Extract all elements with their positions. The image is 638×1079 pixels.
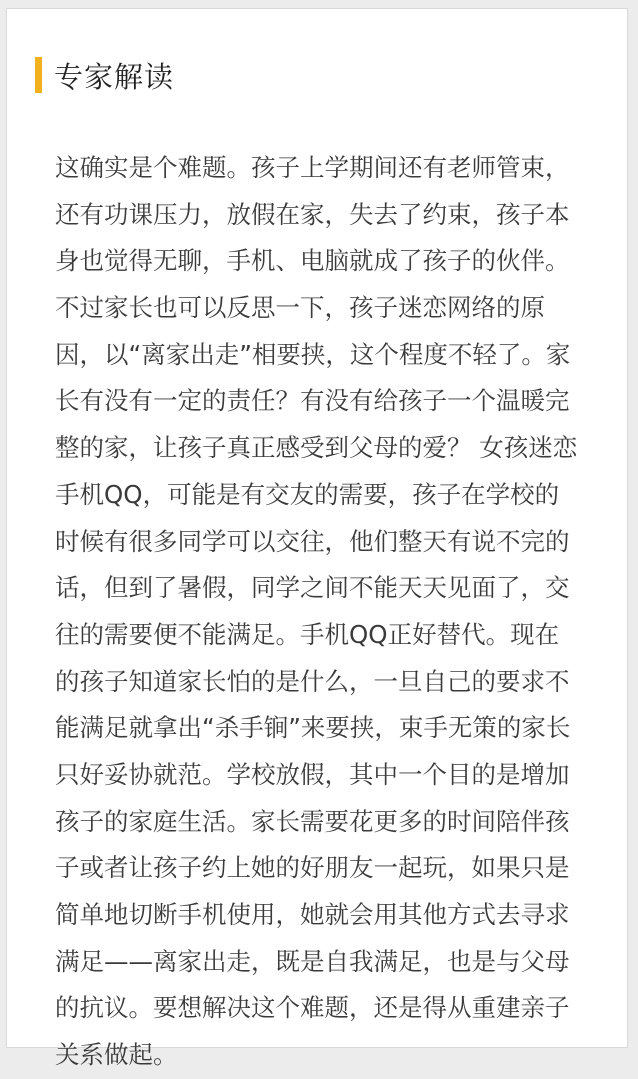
article-body xyxy=(55,145,595,1079)
article-line: 长有没有一定的责任？有没有给孩子一个温暖完 xyxy=(55,386,570,416)
article-line: 整的家，让孩子真正感受到父母的爱？ 女孩迷恋 xyxy=(55,433,578,463)
article-line: 因，以“离家出走”相要挟，这个程度不轻了。家 xyxy=(55,339,571,369)
article-line: 手机QQ，可能是有交友的需要，孩子在学校的 xyxy=(55,479,560,509)
article-line: 时候有很多同学可以交往，他们整天有说不完的 xyxy=(55,526,570,556)
article-line: 的抗议。要想解决这个难题，还是得从重建亲子 xyxy=(55,993,570,1023)
article-line: 满足——离家出走，既是自我满足，也是与父母 xyxy=(55,946,570,976)
section-title: 专家解读 xyxy=(54,59,175,94)
article-line: 这确实是个难题。孩子上学期间还有老师管束， xyxy=(55,153,570,182)
article-line: 身也觉得无聊，手机、电脑就成了孩子的伙伴。 xyxy=(55,246,570,276)
article-line: 还有功课压力，放假在家，失去了约束，孩子本 xyxy=(55,199,570,229)
article-line: 能满足就拿出“杀手锏”来要挟，束手无策的家长 xyxy=(55,713,571,743)
article-line: 只好妥协就范。学校放假，其中一个目的是增加 xyxy=(55,759,570,789)
article-line: 话，但到了暑假，同学之间不能天天见面了，交 xyxy=(55,573,570,603)
article-line: 的孩子知道家长怕的是什么，一旦自己的要求不 xyxy=(55,666,570,696)
article-line: 子或者让孩子约上她的好朋友一起玩，如果只是 xyxy=(55,853,570,883)
accent-bar xyxy=(35,57,42,93)
article-line: 关系做起。 xyxy=(55,1040,178,1070)
article-line: 孩子的家庭生活。家长需要花更多的时间陪伴孩 xyxy=(55,806,570,836)
article-line: 简单地切断手机使用，她就会用其他方式去寻求 xyxy=(55,900,570,929)
article-line: 不过家长也可以反思一下，孩子迷恋网络的原 xyxy=(55,293,545,323)
section-header xyxy=(35,55,174,95)
article-card xyxy=(6,8,628,1070)
article-line: 往的需要便不能满足。手机QQ正好替代。现在 xyxy=(55,619,560,649)
